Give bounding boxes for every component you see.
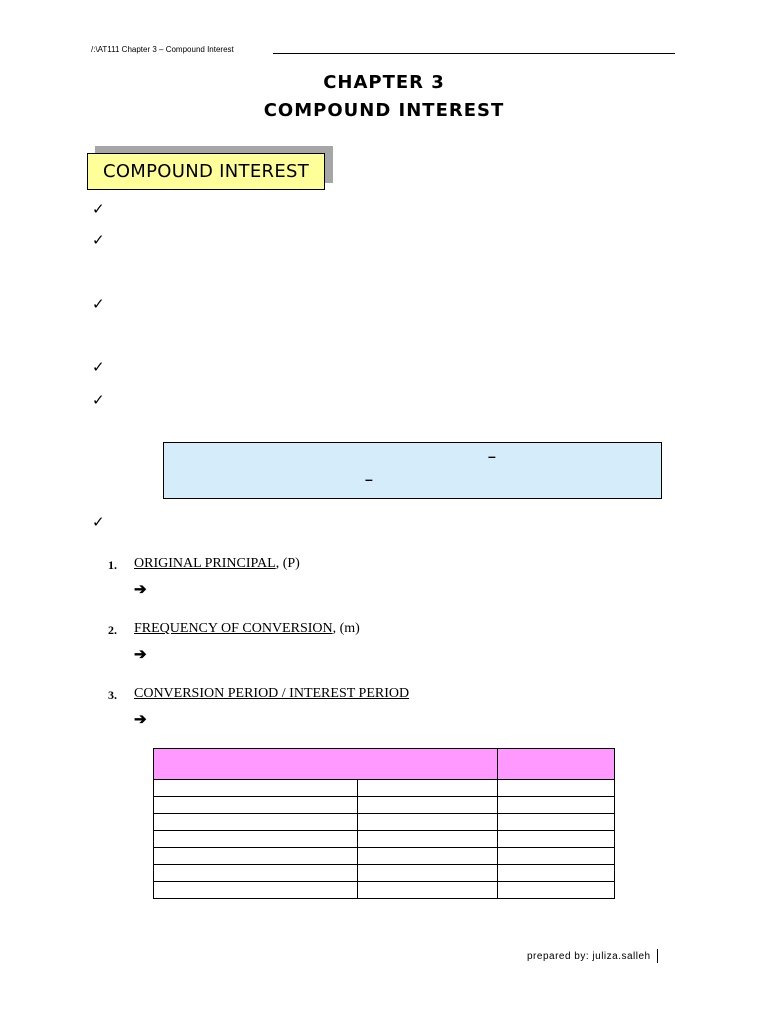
formula-box <box>163 442 662 499</box>
check-icon: ✓ <box>92 201 105 218</box>
item-original-principal <box>134 556 300 572</box>
table-cell <box>358 848 498 865</box>
running-header <box>91 44 675 56</box>
check-icon: ✓ <box>92 359 105 376</box>
table-header-cell <box>154 749 498 780</box>
table-cell <box>154 814 358 831</box>
table-row <box>154 780 615 797</box>
header-rule <box>273 53 675 54</box>
check-icon: ✓ <box>92 296 105 313</box>
table-cell <box>498 814 615 831</box>
table-row <box>154 831 615 848</box>
item-number: 1. <box>108 558 117 572</box>
table-header-cell <box>498 749 615 780</box>
footer-author: prepared by: juliza.salleh <box>527 951 651 962</box>
table-cell <box>498 797 615 814</box>
table-cell <box>154 882 358 899</box>
item-label-suffix: , (P) <box>275 556 300 571</box>
footer-divider <box>657 949 658 963</box>
check-icon: ✓ <box>92 392 105 409</box>
table-cell <box>498 780 615 797</box>
item-label-suffix: , (m) <box>332 621 360 636</box>
chapter-title: COMPOUND INTEREST <box>263 100 505 121</box>
table-cell <box>358 780 498 797</box>
table-cell <box>154 797 358 814</box>
item-number: 2. <box>108 623 117 637</box>
table-cell <box>154 848 358 865</box>
item-label-text: CONVERSION PERIOD / INTEREST PERIOD <box>134 686 410 701</box>
item-number: 3. <box>108 688 117 702</box>
item-label-text: FREQUENCY OF CONVERSION <box>134 621 333 636</box>
table-cell <box>154 780 358 797</box>
item-conversion-period <box>134 686 409 702</box>
table-row <box>154 882 615 899</box>
table-cell <box>498 865 615 882</box>
table-cell <box>154 865 358 882</box>
check-icon: ✓ <box>92 232 105 249</box>
table-header-row <box>154 749 615 780</box>
table-cell <box>154 831 358 848</box>
arrow-right-icon: ➔ <box>134 646 147 663</box>
item-label-text: ORIGINAL PRINCIPAL <box>134 556 276 571</box>
table-cell <box>358 814 498 831</box>
table-cell <box>358 797 498 814</box>
table-row <box>154 865 615 882</box>
arrow-right-icon: ➔ <box>134 711 147 728</box>
table-cell <box>358 831 498 848</box>
table-row <box>154 797 615 814</box>
formula-dash: – <box>365 471 373 487</box>
table-cell <box>498 831 615 848</box>
item-frequency-of-conversion <box>134 621 360 637</box>
section-heading: COMPOUND INTEREST <box>87 153 325 190</box>
chapter-number: CHAPTER 3 <box>323 72 445 93</box>
table-row <box>154 848 615 865</box>
check-icon: ✓ <box>92 514 105 531</box>
table-row <box>154 814 615 831</box>
table-cell <box>358 865 498 882</box>
table-cell <box>498 848 615 865</box>
table-cell <box>498 882 615 899</box>
table-cell <box>358 882 498 899</box>
formula-dash: – <box>488 448 496 464</box>
arrow-right-icon: ➔ <box>134 581 147 598</box>
conversion-table <box>153 748 615 899</box>
running-header-text: /:\AT111 Chapter 3 – Compound Interest <box>91 45 234 54</box>
